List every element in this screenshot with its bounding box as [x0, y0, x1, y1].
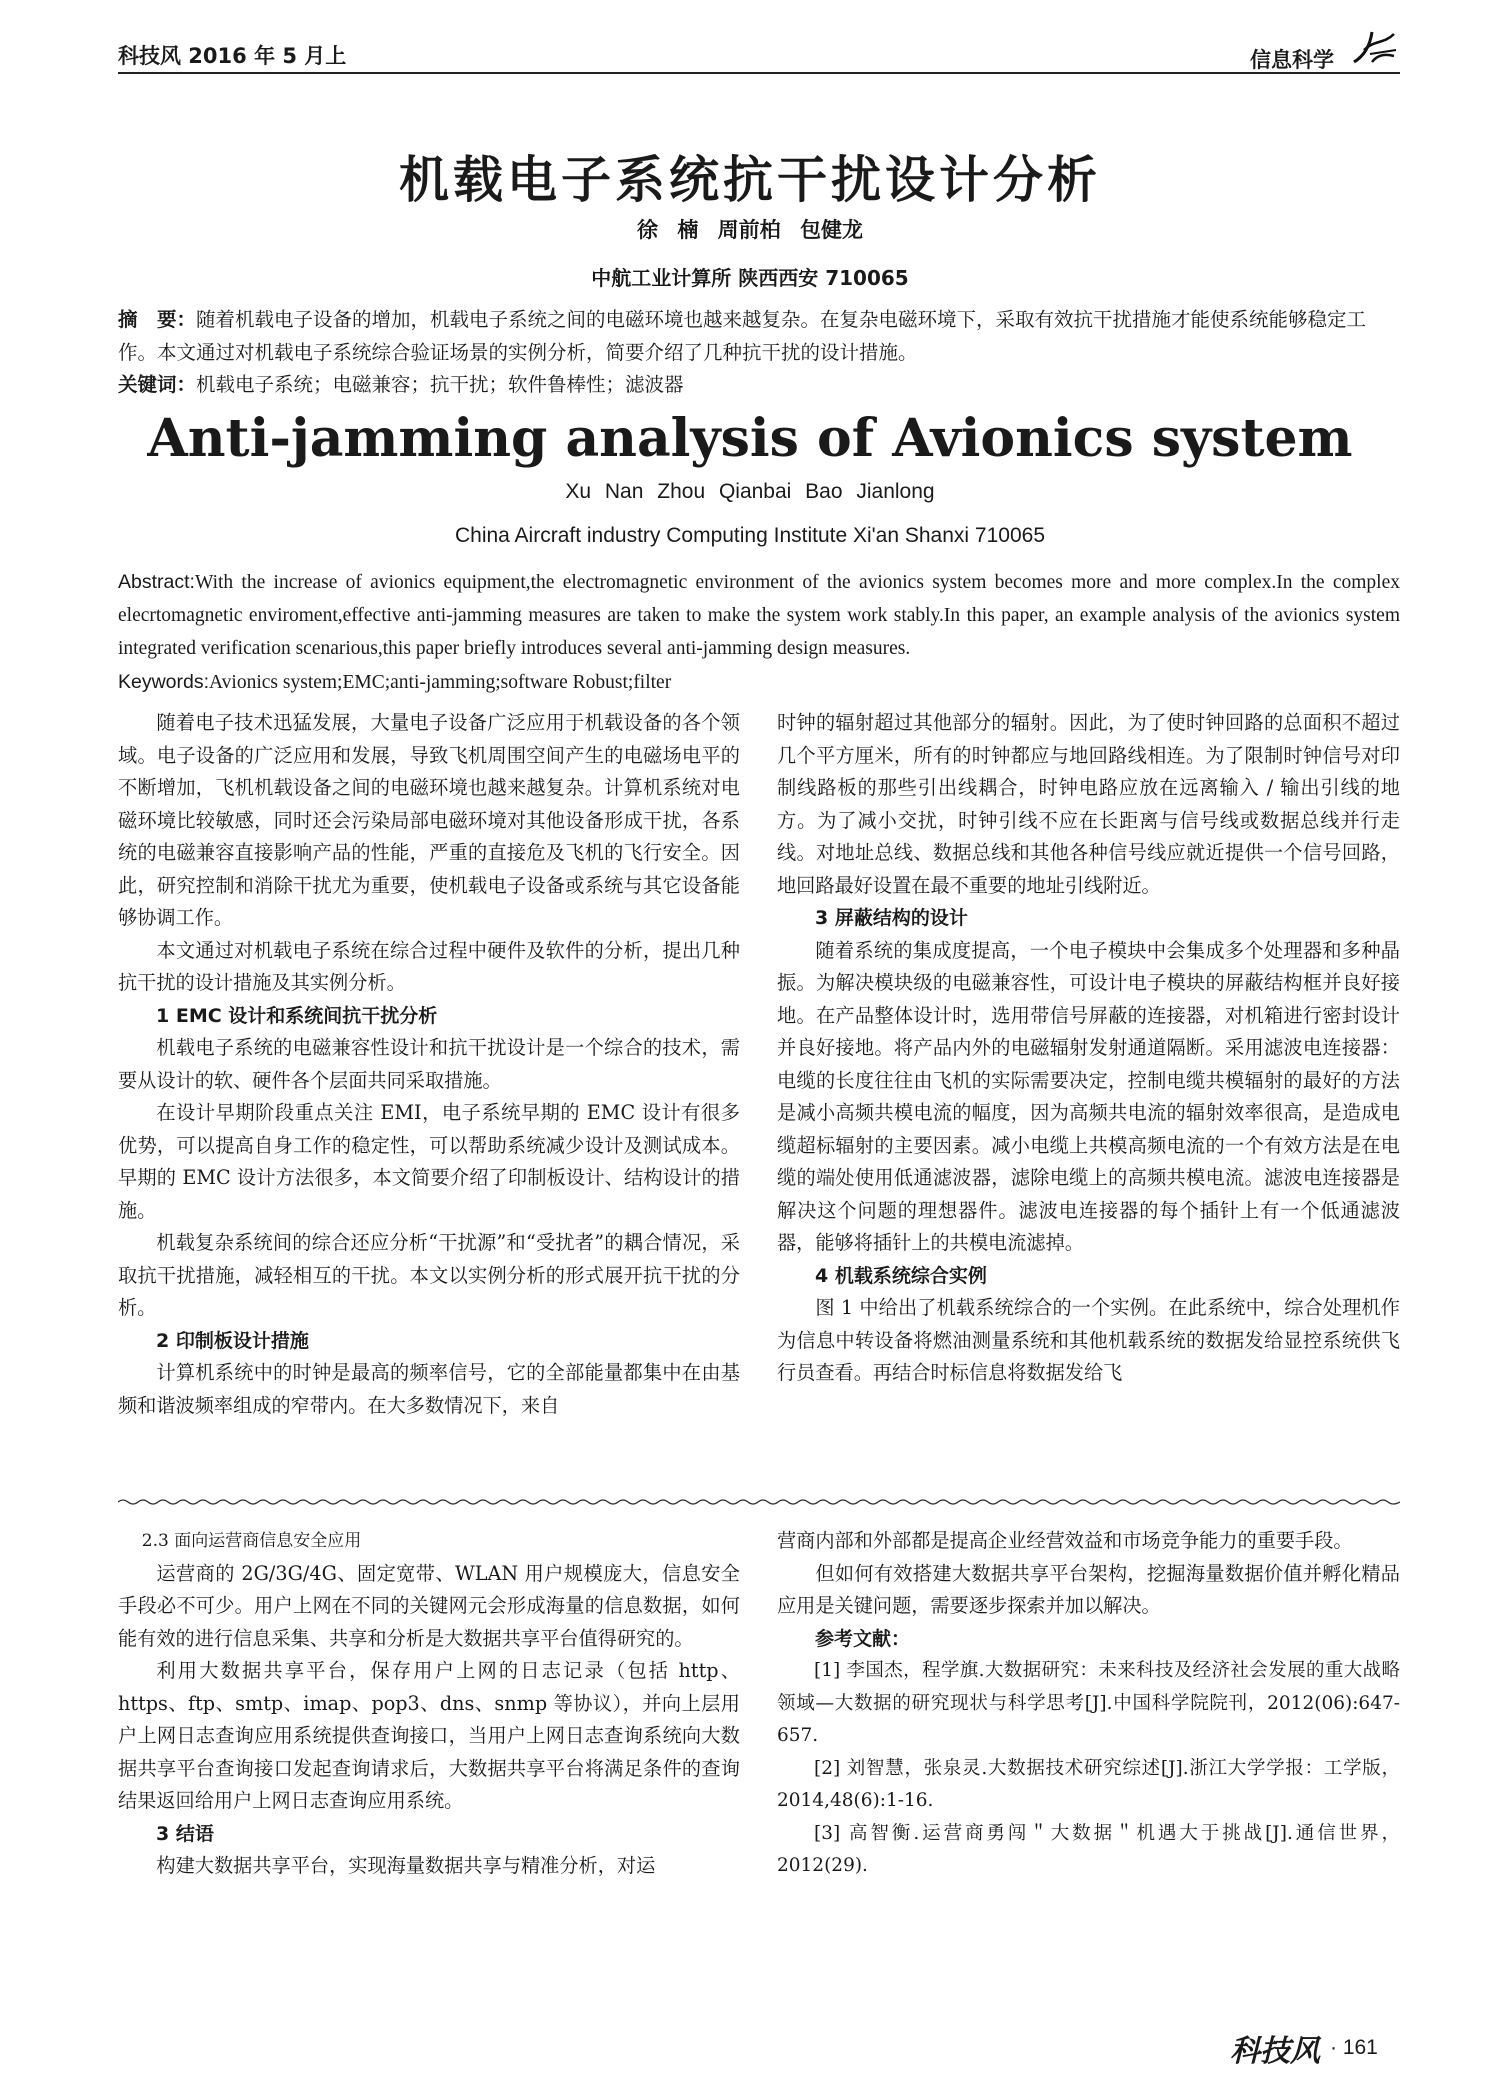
- paragraph: 在设计早期阶段重点关注 EMI，电子系统早期的 EMC 设计有很多优势，可以提高自身工作的稳定性，可以帮助系统减少设计及测试成本。早期的 EMC 设计方法很多，本文简要介绍了印制板设计、结构设计的措施。: [118, 1101, 740, 1222]
- upper-left-column: [118, 707, 740, 1422]
- section-heading: 3 结语: [156, 1822, 214, 1845]
- paragraph: 利用大数据共享平台，保存用户上网的日志记录（包括 http、https、ftp、smtp、imap、pop3、dns、snmp 等协议），并向上层用户上网日志查询应用系统提供查询接口，当用户上网日志查询系统向大数据共享平台查询接口发起查询请求后，大数据共享平台将满足条件的查询结果返回给用户上网日志查询应用系统。: [118, 1659, 740, 1812]
- paper-title-cn: 机载电子系统抗干扰设计分析: [399, 150, 1101, 209]
- abstract-label-en: Abstract:: [118, 571, 195, 593]
- abstract-text-en: With the increase of avionics equipment,the electromagnetic environment of the avionics system becomes more and more complex.In the complex elecrtomagnetic enviroment,effective anti-jamming measures are taken to make the system work stably.In this paper, an example analysis of the avionics system integrated verification scenarious,this paper briefly introduces several anti-jamming design measures.: [118, 572, 1400, 659]
- paragraph: 计算机系统中的时钟是最高的频率信号，它的全部能量都集中在由基频和谐波频率组成的窄带内。在大多数情况下，来自: [118, 1361, 740, 1417]
- keywords-text-cn: 机载电子系统；电磁兼容；抗干扰；软件鲁棒性；滤波器: [196, 373, 684, 396]
- section-heading: 4 机载系统综合实例: [815, 1264, 987, 1287]
- paragraph: 本文通过对机载电子系统在综合过程中硬件及软件的分析，提出几种抗干扰的设计措施及其实例分析。: [118, 938, 740, 994]
- affiliation-en: China Aircraft industry Computing Institute Xi'an Shanxi 710065: [454, 524, 1045, 547]
- paragraph: 构建大数据共享平台，实现海量数据共享与精准分析，对运: [156, 1854, 656, 1877]
- section-heading: 1 EMC 设计和系统间抗干扰分析: [156, 1004, 438, 1027]
- keywords-label-cn: 关键词：: [118, 373, 197, 396]
- leaf-logo-icon: [1350, 26, 1398, 68]
- keywords-text-en: Avionics system;EMC;anti-jamming;software Robust;filter: [209, 672, 672, 693]
- wavy-divider: [118, 1497, 1400, 1507]
- paragraph: 但如何有效搭建大数据共享平台架构，挖掘海量数据价值并孵化精品应用是关键问题，需要逐步探索并加以解决。: [777, 1561, 1400, 1617]
- paper-title-en: Anti-jamming analysis of Avionics system: [147, 408, 1353, 469]
- reference-item: [3] 高智衡.运营商勇闯＂大数据＂机遇大于挑战[J].通信世界，2012(29).: [777, 1822, 1400, 1876]
- section-name: 信息科学: [1250, 48, 1334, 72]
- reference-item: [2] 刘智慧，张泉灵.大数据技术研究综述[J].浙江大学学报：工学版，2014,48(6):1-16.: [777, 1757, 1400, 1811]
- section-heading: 3 屏蔽结构的设计: [815, 907, 968, 929]
- paragraph: 随着系统的集成度提高，一个电子模块中会集成多个处理器和多种晶振。为解决模块级的电磁兼容性，可设计电子模块的屏蔽结构框并良好接地。在产品整体设计时，选用带信号屏蔽的连接器，对机箱进行密封设计并良好接地。将产品内外的电磁辐射发射通道隔断。采用滤波电连接器：电缆的长度往往由飞机的实际需要决定，控制电缆共模辐射的最好的方法是减小高频共模电流的幅度，因为高频共电流的辐射效率很高，是造成电缆超标辐射的主要因素。减小电缆上共模高频电流的一个有效方法是在电缆的端处使用低通滤波器，滤除电缆上的高频共模电流。滤波电连接器是解决这个问题的理想器件。滤波电连接器的每个插针上有一个低通滤波器，能够将插针上的共模电流滤掉。: [777, 938, 1400, 1254]
- paragraph: 机载复杂系统间的综合还应分析“干扰源”和“受扰者”的耦合情况，采取抗干扰措施，减轻相互的干扰。本文以实例分析的形式展开抗干扰的分析。: [118, 1231, 740, 1319]
- paragraph: 时钟的辐射超过其他部分的辐射。因此，为了使时钟回路的总面积不超过几个平方厘米，所有的时钟都应与地回路线相连。为了限制时钟信号对印制线路板的那些引出线耦合，时钟电路应放在远离输入 / 输出引线的地方。为了减小交扰，时钟引线不应在长距离与信号线或数据总线并行走线。对地址总线、数据总线和其他各种信号线应就近提供一个信号回路，地回路最好设置在最不重要的地址引线附近。: [777, 711, 1400, 897]
- authors-cn: 徐 楠 周前柏 包健龙: [637, 218, 863, 242]
- journal-logo: 科技风: [1230, 2034, 1320, 2069]
- section-heading: 2.3 面向运营商信息安全应用: [141, 1531, 362, 1551]
- upper-right-column: [777, 707, 1400, 1390]
- paragraph: 随着电子技术迅猛发展，大量电子设备广泛应用于机载设备的各个领域。电子设备的广泛应用和发展，导致飞机周围空间产生的电磁场电平的不断增加，飞机机载设备之间的电磁环境也越来越复杂。计算机系统对电磁环境比较敏感，同时还会污染局部电磁环境对其他设备形成干扰，各系统的电磁兼容直接影响产品的性能，严重的直接危及飞机的飞行安全。因此，研究控制和消除干扰尤为重要，使机载电子设备或系统与其它设备能够协调工作。: [118, 711, 740, 929]
- lower-left-column: [118, 1525, 740, 1883]
- abstract-en: [118, 566, 1400, 665]
- section-heading: 2 印制板设计措施: [156, 1329, 309, 1352]
- keywords-en: [118, 667, 1400, 698]
- lower-right-column: [777, 1525, 1400, 1883]
- paragraph: 机载电子系统的电磁兼容性设计和抗干扰设计是一个综合的技术，需要从设计的软、硬件各个层面共同采取措施。: [118, 1036, 740, 1092]
- reference-item: [1] 李国杰，程学旗.大数据研究：未来科技及经济社会发展的重大战略领域—大数据的研究现状与科学思考[J].中国科学院院刊，2012(06):647-657.: [777, 1660, 1400, 1746]
- paragraph: 运营商的 2G/3G/4G、固定宽带、WLAN 用户规模庞大，信息安全手段必不可少。用户上网在不同的关键网元会形成海量的信息数据，如何能有效的进行信息采集、共享和分析是大数据共享平台值得研究的。: [118, 1561, 740, 1650]
- header-rule: [118, 72, 1400, 74]
- journal-issue: 科技风 2016 年 5 月上: [118, 44, 347, 68]
- references-heading: 参考文献：: [815, 1627, 911, 1650]
- abstract-text-cn: 随着机载电子设备的增加，机载电子系统之间的电磁环境也越来越复杂。在复杂电磁环境下，采取有效抗干扰措施才能使系统能够稳定工作。本文通过对机载电子系统综合验证场景的实例分析，简要介绍了几种抗干扰的设计措施。: [118, 308, 1367, 364]
- page-number: · 161: [1330, 2036, 1378, 2059]
- paragraph: 图 1 中给出了机载系统综合的一个实例。在此系统中，综合处理机作为信息中转设备将燃油测量系统和其他机载系统的数据发给显控系统供飞行员查看。再结合时标信息将数据发给飞: [777, 1296, 1400, 1384]
- authors-en: Xu Nan Zhou Qianbai Bao Jianlong: [565, 480, 935, 503]
- paragraph: 营商内部和外部都是提高企业经营效益和市场竞争能力的重要手段。: [777, 1529, 1353, 1552]
- affiliation-cn: 中航工业计算所 陕西西安 710065: [591, 266, 909, 290]
- keywords-label-en: Keywords:: [118, 671, 210, 693]
- abstract-cn: [118, 303, 1400, 369]
- abstract-label-cn: 摘 要：: [118, 308, 197, 331]
- keywords-cn: [118, 370, 1400, 400]
